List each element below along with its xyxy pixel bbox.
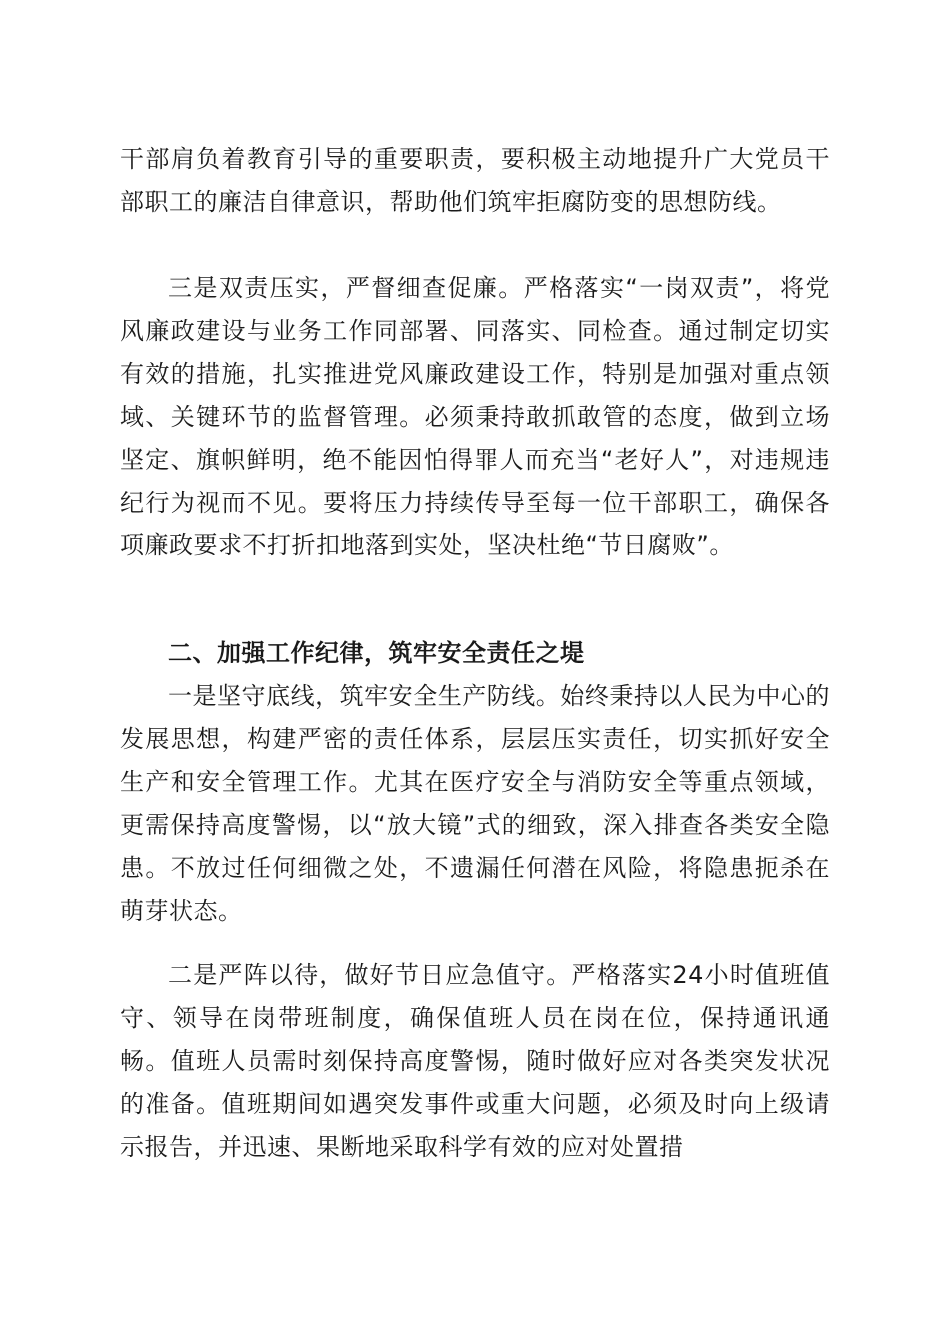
paragraph-holiday-emergency-duty: 二是严阵以待，做好节日应急值守。严格落实24小时值班值守、领导在岗带班制度，确保值班人员在岗在位，保持通讯通畅。值班人员需时刻保持高度警惕，随时做好应对各类突发状况的准备。值班期间如遇突发事件或重大问题，必须及时向上级请示报告，并迅速、果断地采取科学有效的应对处置措 — [120, 961, 830, 1161]
paragraph-discipline-education-end: 干部肩负着教育引导的重要职责，要积极主动地提升广大党员干部职工的廉洁自律意识，帮助他们筑牢拒腐防变的思想防线。 — [120, 145, 830, 216]
paragraph-safety-bottom-line: 一是坚守底线，筑牢安全生产防线。始终秉持以人民为中心的发展思想，构建严密的责任体系，层层压实责任，切实抓好安全生产和安全管理工作。尤其在医疗安全与消防安全等重点领域，更需保持高度警惕，以“放大镜”式的细致，深入排查各类安全隐患。不放过任何细微之处，不遗漏任何潜在风险，将隐患扼杀在萌芽状态。 — [120, 682, 830, 925]
paragraph-dual-responsibility: 三是双责压实，严督细查促廉。严格落实“一岗双责”，将党风廉政建设与业务工作同部署、同落实、同检查。通过制定切实有效的措施，扎实推进党风廉政建设工作，特别是加强对重点领域、关键环节的监督管理。必须秉持敢抓敢管的态度，做到立场坚定、旗帜鲜明，绝不能因怕得罪人而充当“老好人”，对违规违纪行为视而不见。要将压力持续传导至每一位干部职工，确保各项廉政要求不打折扣地落到实处，坚决杜绝“节日腐败”。 — [120, 274, 830, 560]
section-heading-work-discipline: 二、加强工作纪律，筑牢安全责任之堤 — [168, 639, 585, 667]
